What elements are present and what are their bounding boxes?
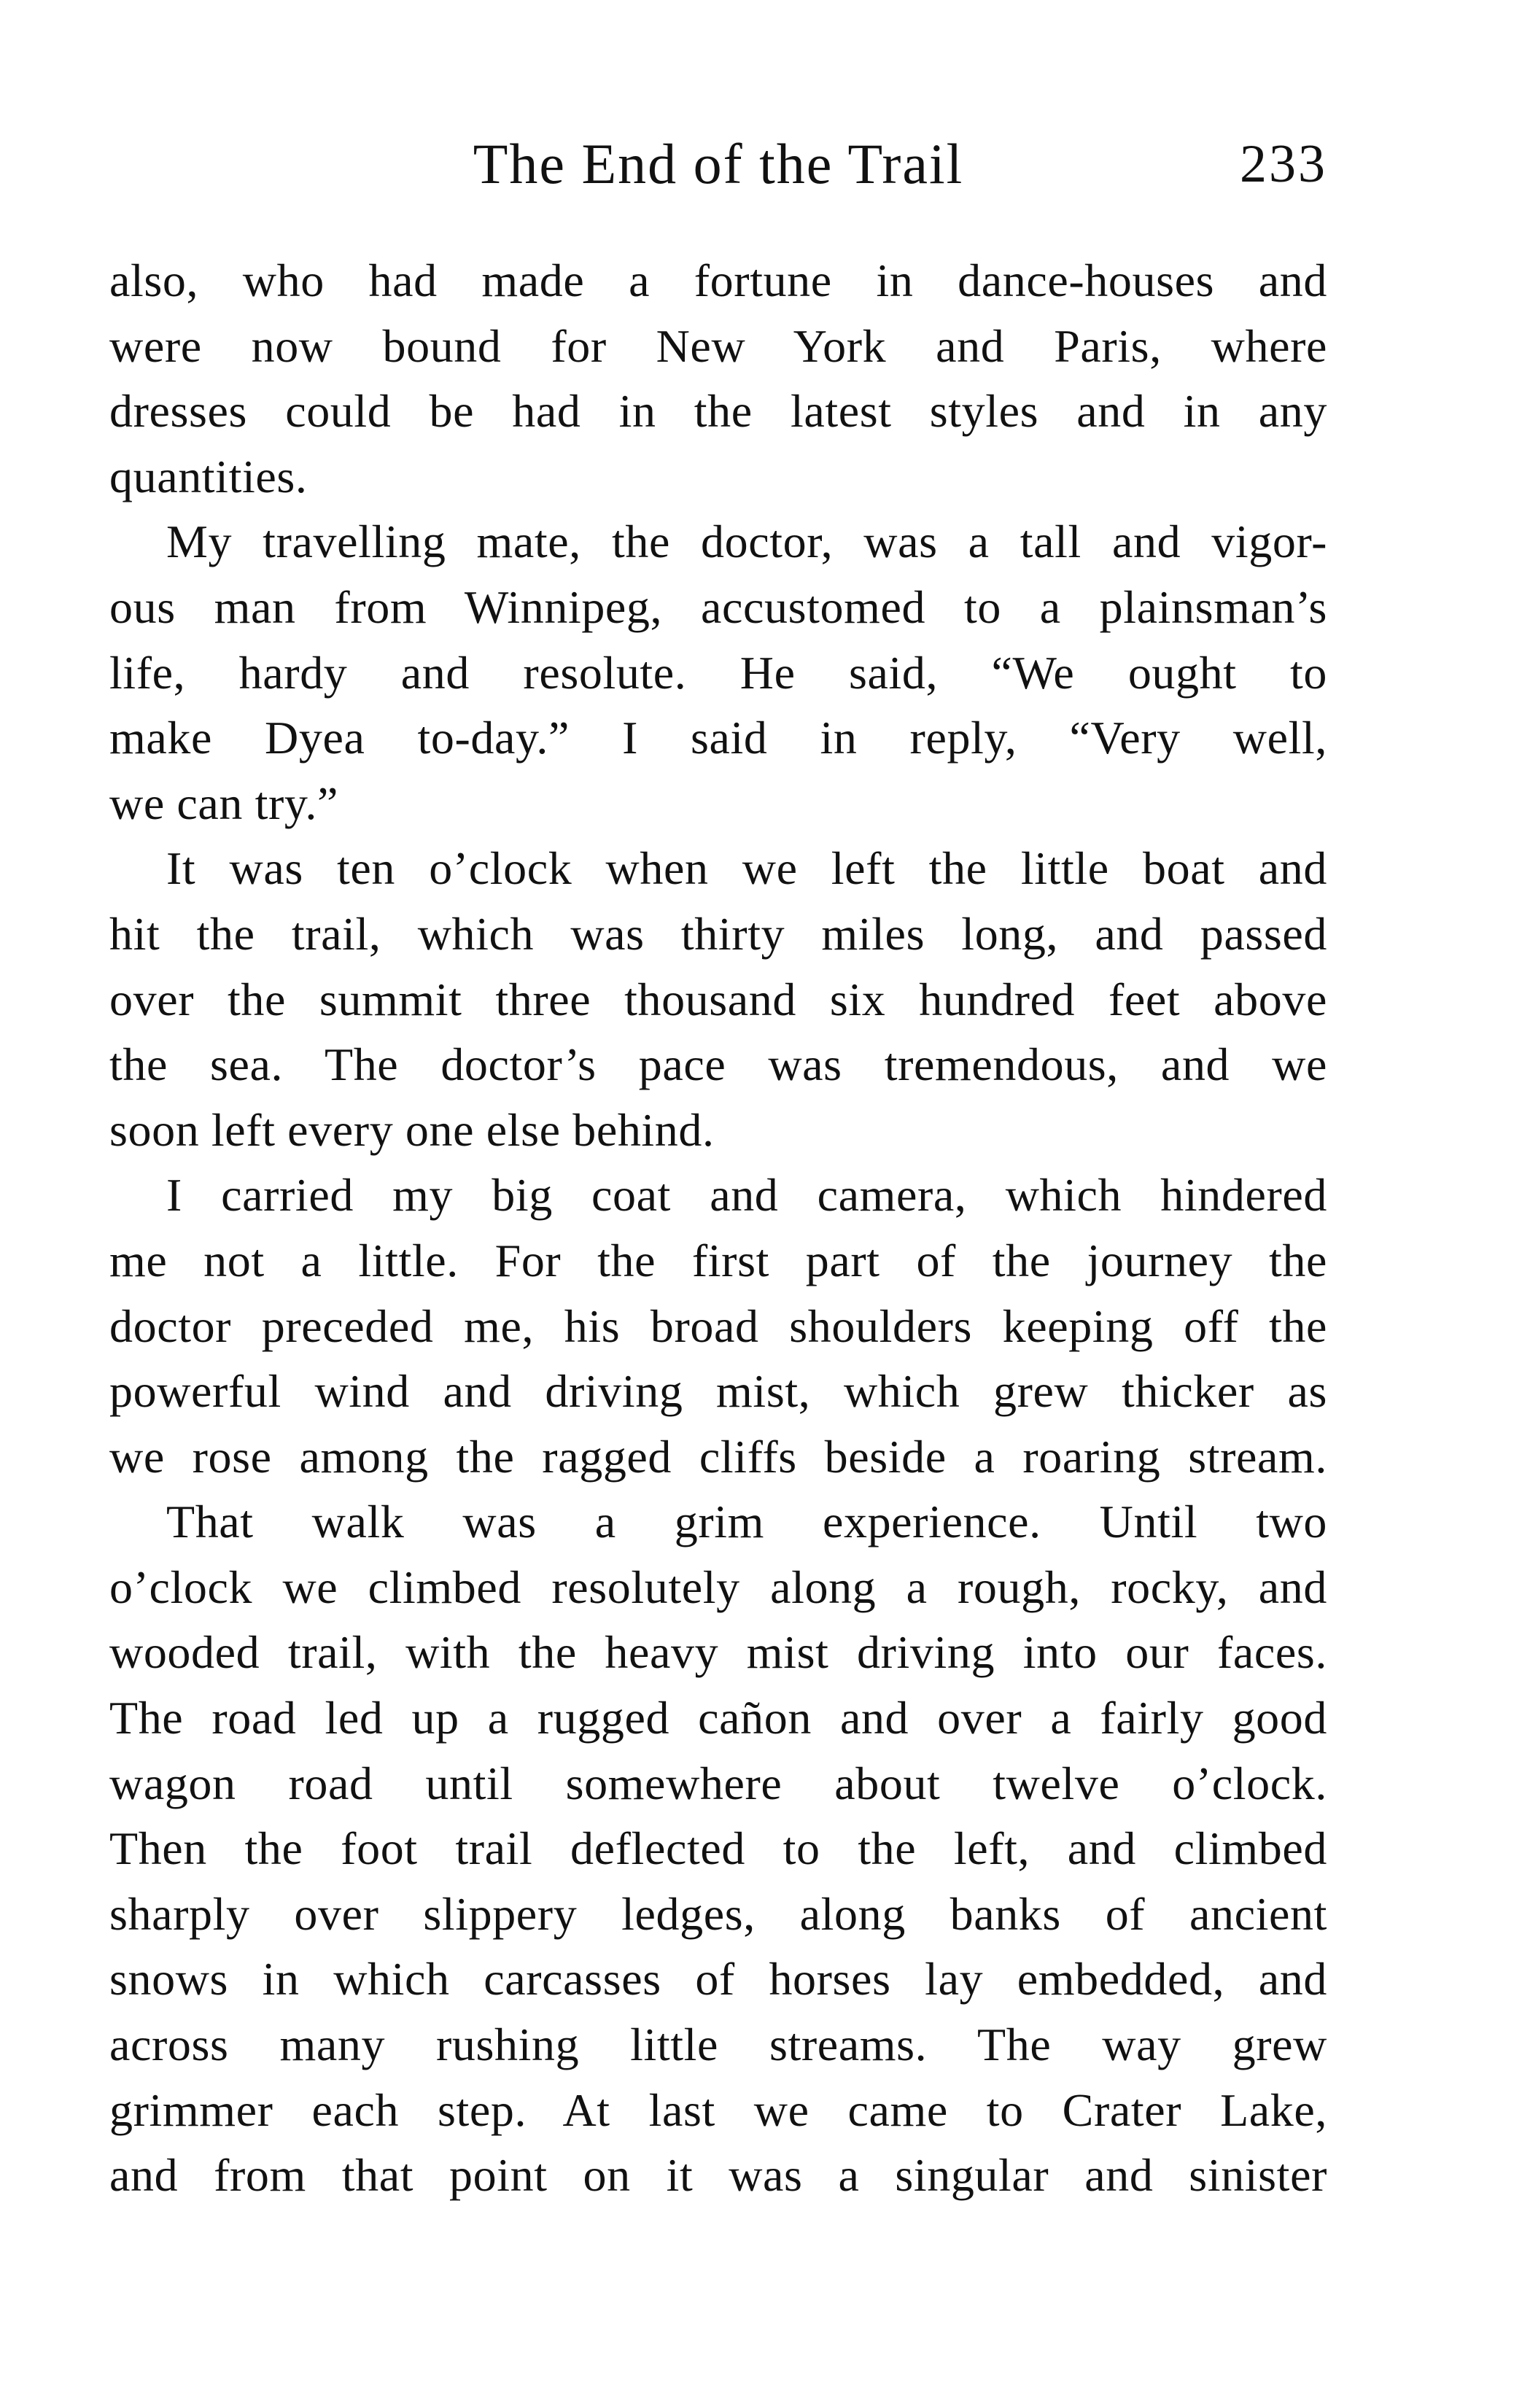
text-line: ous man from Winnipeg, accustomed to a plainsman’s	[109, 580, 1327, 633]
text-line: The road led up a rugged cañon and over a fairly good	[109, 1692, 1327, 1744]
text-line: o’clock we climbed resolutely along a rough, rocky, and	[109, 1561, 1327, 1613]
text-line: we rose among the ragged cliffs beside a roaring stream.	[109, 1430, 1327, 1483]
running-head	[109, 124, 1327, 204]
text-line: the sea. The doctor’s pace was tremendous, and we	[109, 1038, 1327, 1091]
text-line: It was ten o’clock when we left the little boat and	[166, 842, 1327, 895]
text-line: I carried my big coat and camera, which hindered	[166, 1169, 1327, 1222]
text-line: soon left every one else behind.	[109, 1103, 715, 1156]
text-line: Then the foot trail deflected to the left, and climbed	[109, 1822, 1327, 1875]
text-line: snows in which carcasses of horses lay embedded, and	[109, 1953, 1327, 2005]
paragraph-2	[109, 509, 1327, 836]
text-line: hit the trail, which was thirty miles long, and passed	[109, 907, 1327, 960]
text-line: over the summit three thousand six hundred feet above	[109, 973, 1327, 1025]
paragraph-3	[109, 836, 1327, 1162]
text-line: doctor preceded me, his broad shoulders keeping off the	[109, 1300, 1327, 1352]
text-line: quantities.	[109, 450, 308, 502]
text-line: wooded trail, with the heavy mist driving into our faces.	[109, 1626, 1327, 1679]
text-line: dresses could be had in the latest styles and in any	[109, 385, 1327, 438]
text-line: wagon road until somewhere about twelve o’clock.	[109, 1757, 1327, 1809]
paragraph-5	[109, 1489, 1327, 2208]
chapter-title: The End of the Trail	[473, 132, 964, 195]
text-line: My travelling mate, the doctor, was a tall and vigor-	[166, 516, 1327, 568]
body-text	[109, 248, 1327, 2208]
page-number: 233	[1240, 134, 1327, 194]
text-line: sharply over slippery ledges, along banks of ancient	[109, 1887, 1327, 1940]
text-line: That walk was a grim experience. Until two	[166, 1496, 1327, 1548]
text-line: me not a little. For the first part of the journey the	[109, 1234, 1327, 1286]
text-line: were now bound for New York and Paris, where	[109, 319, 1327, 372]
text-line: powerful wind and driving mist, which grew thicker as	[109, 1365, 1327, 1418]
text-line: also, who had made a fortune in dance-houses and	[109, 255, 1327, 306]
text-line: we can try.”	[109, 777, 338, 829]
paragraph-4	[109, 1162, 1327, 1489]
text-line: and from that point on it was a singular and sinister	[109, 2149, 1327, 2202]
text-line: grimmer each step. At last we came to Crater Lake,	[109, 2083, 1327, 2136]
text-line: across many rushing little streams. The way grew	[109, 2019, 1327, 2071]
text-line: life, hardy and resolute. He said, “We ought to	[109, 646, 1327, 699]
paragraph-1	[109, 248, 1327, 509]
text-line: make Dyea to-day.” I said in reply, “Very well,	[109, 712, 1327, 764]
